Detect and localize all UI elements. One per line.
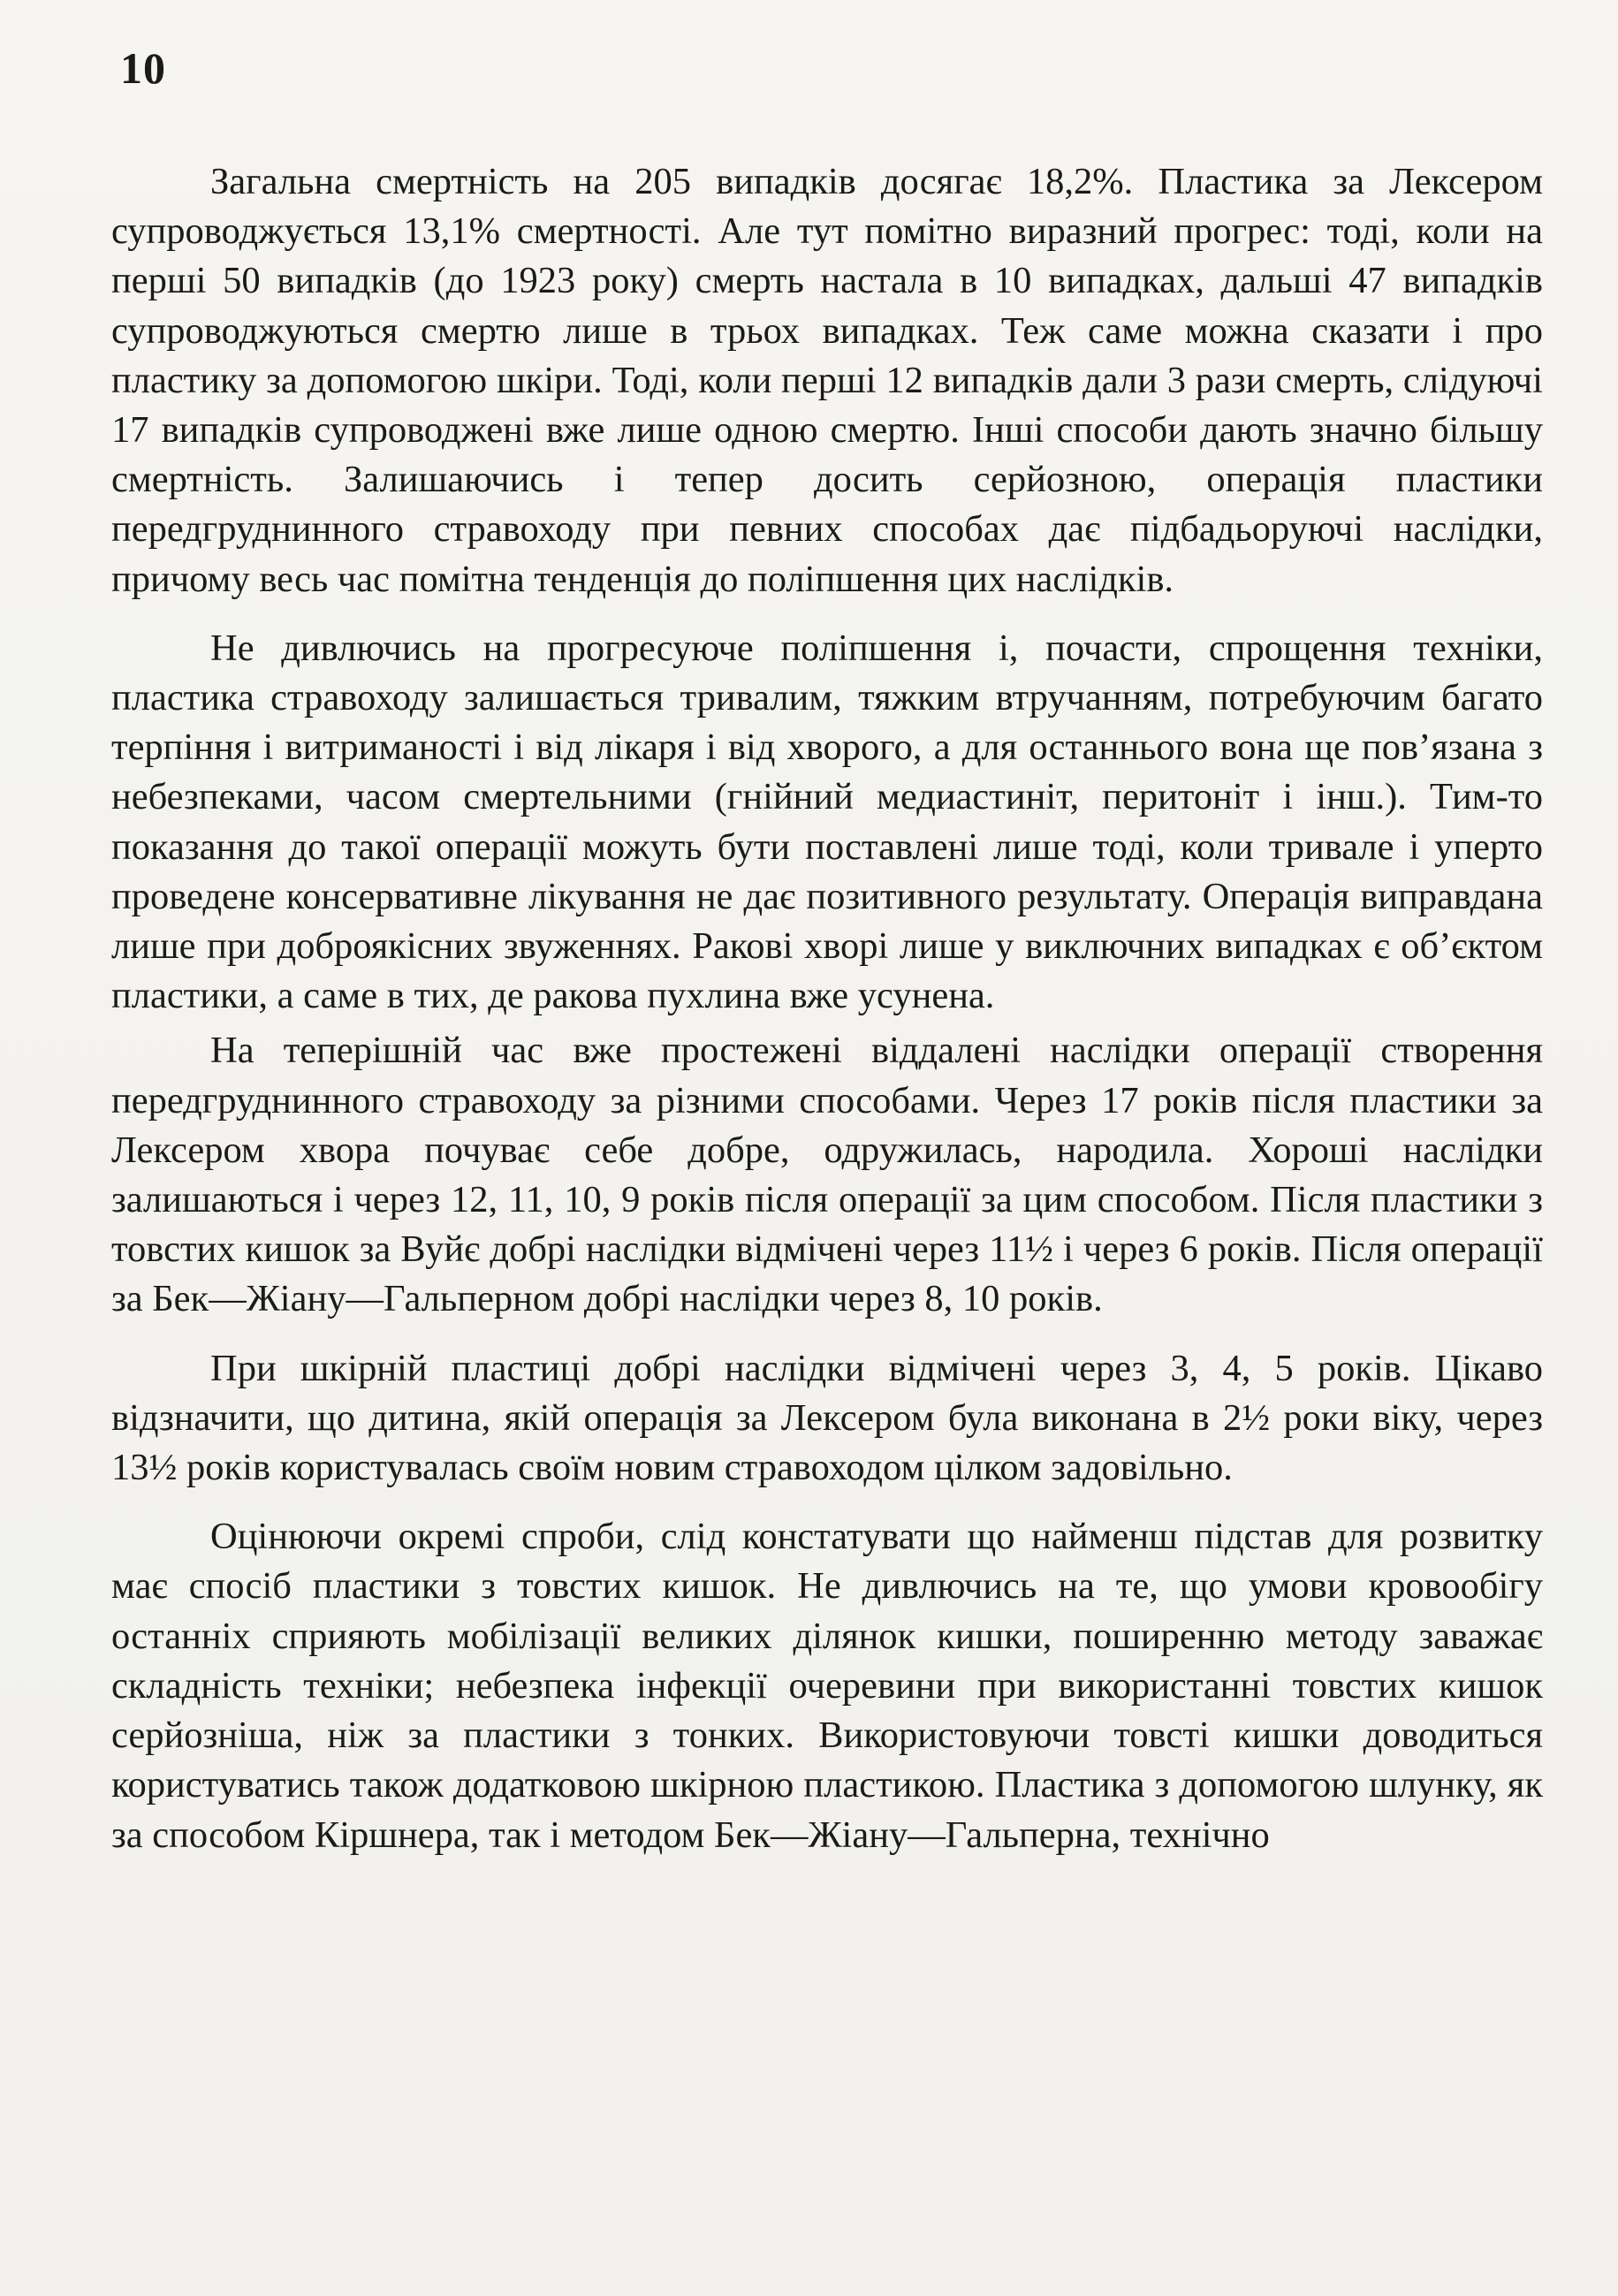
body-text <box>111 157 1543 1860</box>
paragraph-indications: Не дивлючись на прогресуюче поліпшення і, почасти, спрощення техніки, пластика стравоходу залишається тривалим, тяжким втручанням, потребуючим багато терпіння і витриманості і від лікаря і від хворого, а для останнього вона ще пов’язана з небезпеками, часом смертельними (гнійний медиастиніт, перитоніт і інш.). Тим-то показання до такої операції можуть бути поставлені лише тоді, коли тривале і уперто проведене консервативне лікування не дає позитивного результату. Операція виправдана лише при доброякісних звуженнях. Ракові хворі лише у виключних випадках є об’єктом пластики, а саме в тих, де ракова пухлина вже усунена. <box>111 627 1543 1017</box>
paragraph-mortality-statistics: Загальна смертність на 205 випадків досягає 18,2%. Пластика за Лексером супроводжується 13,1% смертності. Але тут помітно виразний прогрес: тоді, коли на перші 50 випадків (до 1923 року) смерть настала в 10 випадках, дальші 47 випадків супроводжуються смертю лише в трьох випадках. Теж саме можна сказати і про пластику за допомогою шкіри. Тоді, коли перші 12 випадків дали 3 рази смерть, слідуючі 17 випадків супроводжені вже лише одною смертю. Інші способи дають значно більшу смертність. Залишаючись і тепер досить серйозною, операція пластики передгруднинного стравоходу при певних способах дає підбадьоруючі наслідки, причому весь час помітна тенденція до поліпшення цих наслідків. <box>111 161 1543 600</box>
page-number: 10 <box>120 43 166 93</box>
paragraph-method-evaluation: Оцінюючи окремі спроби, слід констатувати що найменш підстав для розвитку має спосіб пластики з товстих кишок. Не дивлючись на те, що умови кровообігу останніх сприяють мобілізації великих ділянок кишки, поширенню методу заважає складність техніки; небезпека інфекції очеревини при використанні товстих кишок серйозніша, ніж за пластики з тонких. Використовуючи товсті кишки доводиться користуватись також додатковою шкірною пластикою. Пластика з допомогою шлунку, як за способом Кіршнера, так і методом Бек—Жіану—Гальперна, технічно <box>111 1516 1543 1856</box>
paragraph-long-term-results: На теперішній час вже простежені віддалені наслідки операції створення передгруднинного стравоходу за різними способами. Через 17 років після пластики за Лексером хвора почуває себе добре, одружилась, народила. Хороші наслідки залишаються і через 12, 11, 10, 9 років після операції за цим способом. Після пластики з товстих кишок за Вуйє добрі наслідки відмічені через 11½ і через 6 років. Після операції за Бек—Жіану—Гальперном добрі наслідки через 8, 10 років. <box>111 1030 1543 1320</box>
paragraph-skin-plasty-results: При шкірній пластиці добрі наслідки відмічені через 3, 4, 5 років. Цікаво відзначити, що дитина, якій операція за Лексером була виконана в 2½ роки віку, через 13½ років користувалась своїм новим стравоходом цілком задовільно. <box>111 1347 1543 1489</box>
